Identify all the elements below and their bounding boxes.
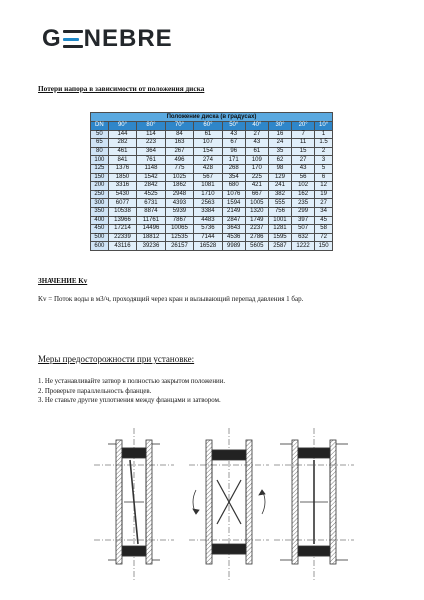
table-cell: 761 xyxy=(137,156,165,165)
dn-cell: 125 xyxy=(91,164,109,173)
table-cell: 61 xyxy=(194,130,222,139)
table-cell: 39236 xyxy=(137,242,165,251)
table-cell: 1.5 xyxy=(315,139,333,148)
table-cell: 5 xyxy=(315,164,333,173)
logo-e-mark xyxy=(63,28,83,50)
table-cell: 10065 xyxy=(165,225,193,234)
table-cell: 12535 xyxy=(165,233,193,242)
table-cell: 1850 xyxy=(108,173,136,182)
table-header-cell: DN xyxy=(91,122,109,131)
valve-drawing-3 xyxy=(274,428,354,580)
table-cell: 5736 xyxy=(194,225,222,234)
table-cell: 397 xyxy=(292,216,315,225)
table-cell: 43 xyxy=(292,164,315,173)
table-cell: 27 xyxy=(315,199,333,208)
table-cell: 8874 xyxy=(137,207,165,216)
table-cell: 2563 xyxy=(194,199,222,208)
table-cell: 496 xyxy=(165,156,193,165)
dn-cell: 200 xyxy=(91,182,109,191)
table-cell: 3316 xyxy=(108,182,136,191)
table-cell: 109 xyxy=(245,156,268,165)
table-row xyxy=(91,139,333,148)
table-cell: 9989 xyxy=(222,242,245,251)
table-cell: 170 xyxy=(245,164,268,173)
table-cell: 17214 xyxy=(108,225,136,234)
table-cell: 775 xyxy=(165,164,193,173)
table-row xyxy=(91,216,333,225)
dn-cell: 250 xyxy=(91,190,109,199)
table-cell: 421 xyxy=(245,182,268,191)
table-cell: 6077 xyxy=(108,199,136,208)
table-cell: 241 xyxy=(268,182,291,191)
table-cell: 1222 xyxy=(292,242,315,251)
kv-definition: Kv = Поток воды в м3/ч, проходящий через кран и вызывающий перепад давления 1 бар. xyxy=(38,295,304,303)
table-cell: 235 xyxy=(292,199,315,208)
table-cell: 274 xyxy=(194,156,222,165)
table-cell: 107 xyxy=(194,139,222,148)
table-cell: 1595 xyxy=(268,233,291,242)
table-cell: 150 xyxy=(315,242,333,251)
table-cell: 163 xyxy=(165,139,193,148)
dn-cell: 400 xyxy=(91,216,109,225)
table-cell: 35 xyxy=(268,147,291,156)
precautions-title: Меры предосторожности при установке: xyxy=(38,354,195,364)
table-cell: 3384 xyxy=(194,207,222,216)
table-cell: 162 xyxy=(292,190,315,199)
table-cell: 7867 xyxy=(165,216,193,225)
table-cell: 1710 xyxy=(194,190,222,199)
table-cell: 56 xyxy=(292,173,315,182)
table-cell: 428 xyxy=(194,164,222,173)
table-cell: 22339 xyxy=(108,233,136,242)
table-cell: 144 xyxy=(108,130,136,139)
table-cell: 1076 xyxy=(222,190,245,199)
table-row xyxy=(91,173,333,182)
table-cell: 7 xyxy=(292,130,315,139)
table-cell: 1749 xyxy=(245,216,268,225)
installation-drawings xyxy=(94,420,354,590)
table-row xyxy=(91,190,333,199)
table-row xyxy=(91,233,333,242)
table-cell: 2847 xyxy=(222,216,245,225)
table-caption: Положение диска (в градусах) xyxy=(91,113,333,122)
table-cell: 7144 xyxy=(194,233,222,242)
table-cell: 24 xyxy=(268,139,291,148)
dn-cell: 150 xyxy=(91,173,109,182)
table-cell: 756 xyxy=(268,207,291,216)
table-cell: 364 xyxy=(137,147,165,156)
table-cell: 268 xyxy=(222,164,245,173)
table-header-cell: 20° xyxy=(292,122,315,131)
table-cell: 382 xyxy=(268,190,291,199)
table-cell: 354 xyxy=(222,173,245,182)
table-cell: 11761 xyxy=(137,216,165,225)
table-row xyxy=(91,199,333,208)
table-row xyxy=(91,147,333,156)
table-header-cell: 30° xyxy=(268,122,291,131)
logo-text-start: G xyxy=(42,25,62,52)
table-cell: 567 xyxy=(194,173,222,182)
table-cell: 5939 xyxy=(165,207,193,216)
table-cell: 1281 xyxy=(268,225,291,234)
table-cell: 2786 xyxy=(245,233,268,242)
table-cell: 12 xyxy=(315,182,333,191)
table-row xyxy=(91,130,333,139)
table-row xyxy=(91,182,333,191)
table-cell: 62 xyxy=(268,156,291,165)
table-cell: 16 xyxy=(268,130,291,139)
precautions-list xyxy=(38,377,225,406)
table-cell: 680 xyxy=(222,182,245,191)
table-cell: 225 xyxy=(245,173,268,182)
table-header-cell: 10° xyxy=(315,122,333,131)
table-cell: 58 xyxy=(315,225,333,234)
table-cell: 1025 xyxy=(165,173,193,182)
table-cell: 16528 xyxy=(194,242,222,251)
table-header-cell: 90° xyxy=(108,122,136,131)
table-cell: 299 xyxy=(292,207,315,216)
table-cell: 67 xyxy=(222,139,245,148)
logo-text-end: NEBRE xyxy=(83,25,173,52)
table-cell: 2587 xyxy=(268,242,291,251)
table-cell: 4525 xyxy=(137,190,165,199)
table-cell: 1320 xyxy=(245,207,268,216)
table-cell: 18812 xyxy=(137,233,165,242)
table-cell: 1001 xyxy=(268,216,291,225)
table-cell: 555 xyxy=(268,199,291,208)
table-cell: 267 xyxy=(165,147,193,156)
kv-table xyxy=(90,112,333,251)
table-cell: 43 xyxy=(245,139,268,148)
table-header-row xyxy=(91,122,333,131)
table-row xyxy=(91,207,333,216)
table-cell: 2 xyxy=(315,147,333,156)
table-cell: 2948 xyxy=(165,190,193,199)
table-cell: 6 xyxy=(315,173,333,182)
dn-cell: 50 xyxy=(91,130,109,139)
table-cell: 45 xyxy=(315,216,333,225)
table-cell: 4483 xyxy=(194,216,222,225)
valve-drawing-2 xyxy=(189,428,269,580)
dn-cell: 100 xyxy=(91,156,109,165)
table-cell: 1081 xyxy=(194,182,222,191)
dn-cell: 80 xyxy=(91,147,109,156)
precaution-item: 3. Не ставьте другие уплотнения между фланцами и затвором. xyxy=(38,397,221,405)
table-cell: 1542 xyxy=(137,173,165,182)
table-cell: 84 xyxy=(165,130,193,139)
table-cell: 2842 xyxy=(137,182,165,191)
table-cell: 10538 xyxy=(108,207,136,216)
table-header-cell: 50° xyxy=(222,122,245,131)
table-cell: 507 xyxy=(292,225,315,234)
table-cell: 43 xyxy=(222,130,245,139)
table-header-cell: 60° xyxy=(194,122,222,131)
table-cell: 6731 xyxy=(137,199,165,208)
kv-section-title: ЗНАЧЕНИЕ Kv xyxy=(38,277,88,285)
table-cell: 841 xyxy=(108,156,136,165)
table-cell: 34 xyxy=(315,207,333,216)
table-cell: 5430 xyxy=(108,190,136,199)
precaution-item: 2. Проверьте параллельность фланцев. xyxy=(38,387,152,395)
table-cell: 114 xyxy=(137,130,165,139)
table-row xyxy=(91,242,333,251)
table-cell: 27 xyxy=(292,156,315,165)
table-cell: 102 xyxy=(292,182,315,191)
table-cell: 1148 xyxy=(137,164,165,173)
table-cell: 61 xyxy=(245,147,268,156)
table-row xyxy=(91,156,333,165)
table-cell: 4393 xyxy=(165,199,193,208)
dn-cell: 500 xyxy=(91,233,109,242)
table-cell: 15 xyxy=(292,147,315,156)
dn-cell: 450 xyxy=(91,225,109,234)
table-cell: 2149 xyxy=(222,207,245,216)
table-cell: 1594 xyxy=(222,199,245,208)
table-cell: 27 xyxy=(245,130,268,139)
head-loss-title: Потери напора в зависимости от положения диска xyxy=(38,84,205,93)
table-cell: 1862 xyxy=(165,182,193,191)
table-cell: 632 xyxy=(292,233,315,242)
valve-drawing-1 xyxy=(94,428,174,580)
table-cell: 4536 xyxy=(222,233,245,242)
table-cell: 5605 xyxy=(245,242,268,251)
table-cell: 461 xyxy=(108,147,136,156)
table-cell: 3643 xyxy=(222,225,245,234)
table-cell: 14496 xyxy=(137,225,165,234)
table-header-cell: 70° xyxy=(165,122,193,131)
table-cell: 96 xyxy=(222,147,245,156)
table-cell: 43116 xyxy=(108,242,136,251)
dn-cell: 300 xyxy=(91,199,109,208)
table-row xyxy=(91,225,333,234)
table-cell: 3 xyxy=(315,156,333,165)
table-header-cell: 80° xyxy=(137,122,165,131)
table-cell: 1 xyxy=(315,130,333,139)
table-cell: 282 xyxy=(108,139,136,148)
table-cell: 171 xyxy=(222,156,245,165)
genebre-logo xyxy=(42,26,173,52)
precaution-item: 1. Не устанавливайте затвор в полностью закрытом положении. xyxy=(38,378,226,385)
table-cell: 1376 xyxy=(108,164,136,173)
table-cell: 667 xyxy=(245,190,268,199)
dn-cell: 350 xyxy=(91,207,109,216)
table-cell: 19 xyxy=(315,190,333,199)
table-cell: 223 xyxy=(137,139,165,148)
table-cell: 26157 xyxy=(165,242,193,251)
table-header-cell: 40° xyxy=(245,122,268,131)
dn-cell: 600 xyxy=(91,242,109,251)
table-cell: 11 xyxy=(292,139,315,148)
table-cell: 2237 xyxy=(245,225,268,234)
table-row xyxy=(91,164,333,173)
table-cell: 13966 xyxy=(108,216,136,225)
table-cell: 72 xyxy=(315,233,333,242)
table-cell: 1005 xyxy=(245,199,268,208)
table-cell: 154 xyxy=(194,147,222,156)
table-cell: 98 xyxy=(268,164,291,173)
dn-cell: 65 xyxy=(91,139,109,148)
table-cell: 129 xyxy=(268,173,291,182)
